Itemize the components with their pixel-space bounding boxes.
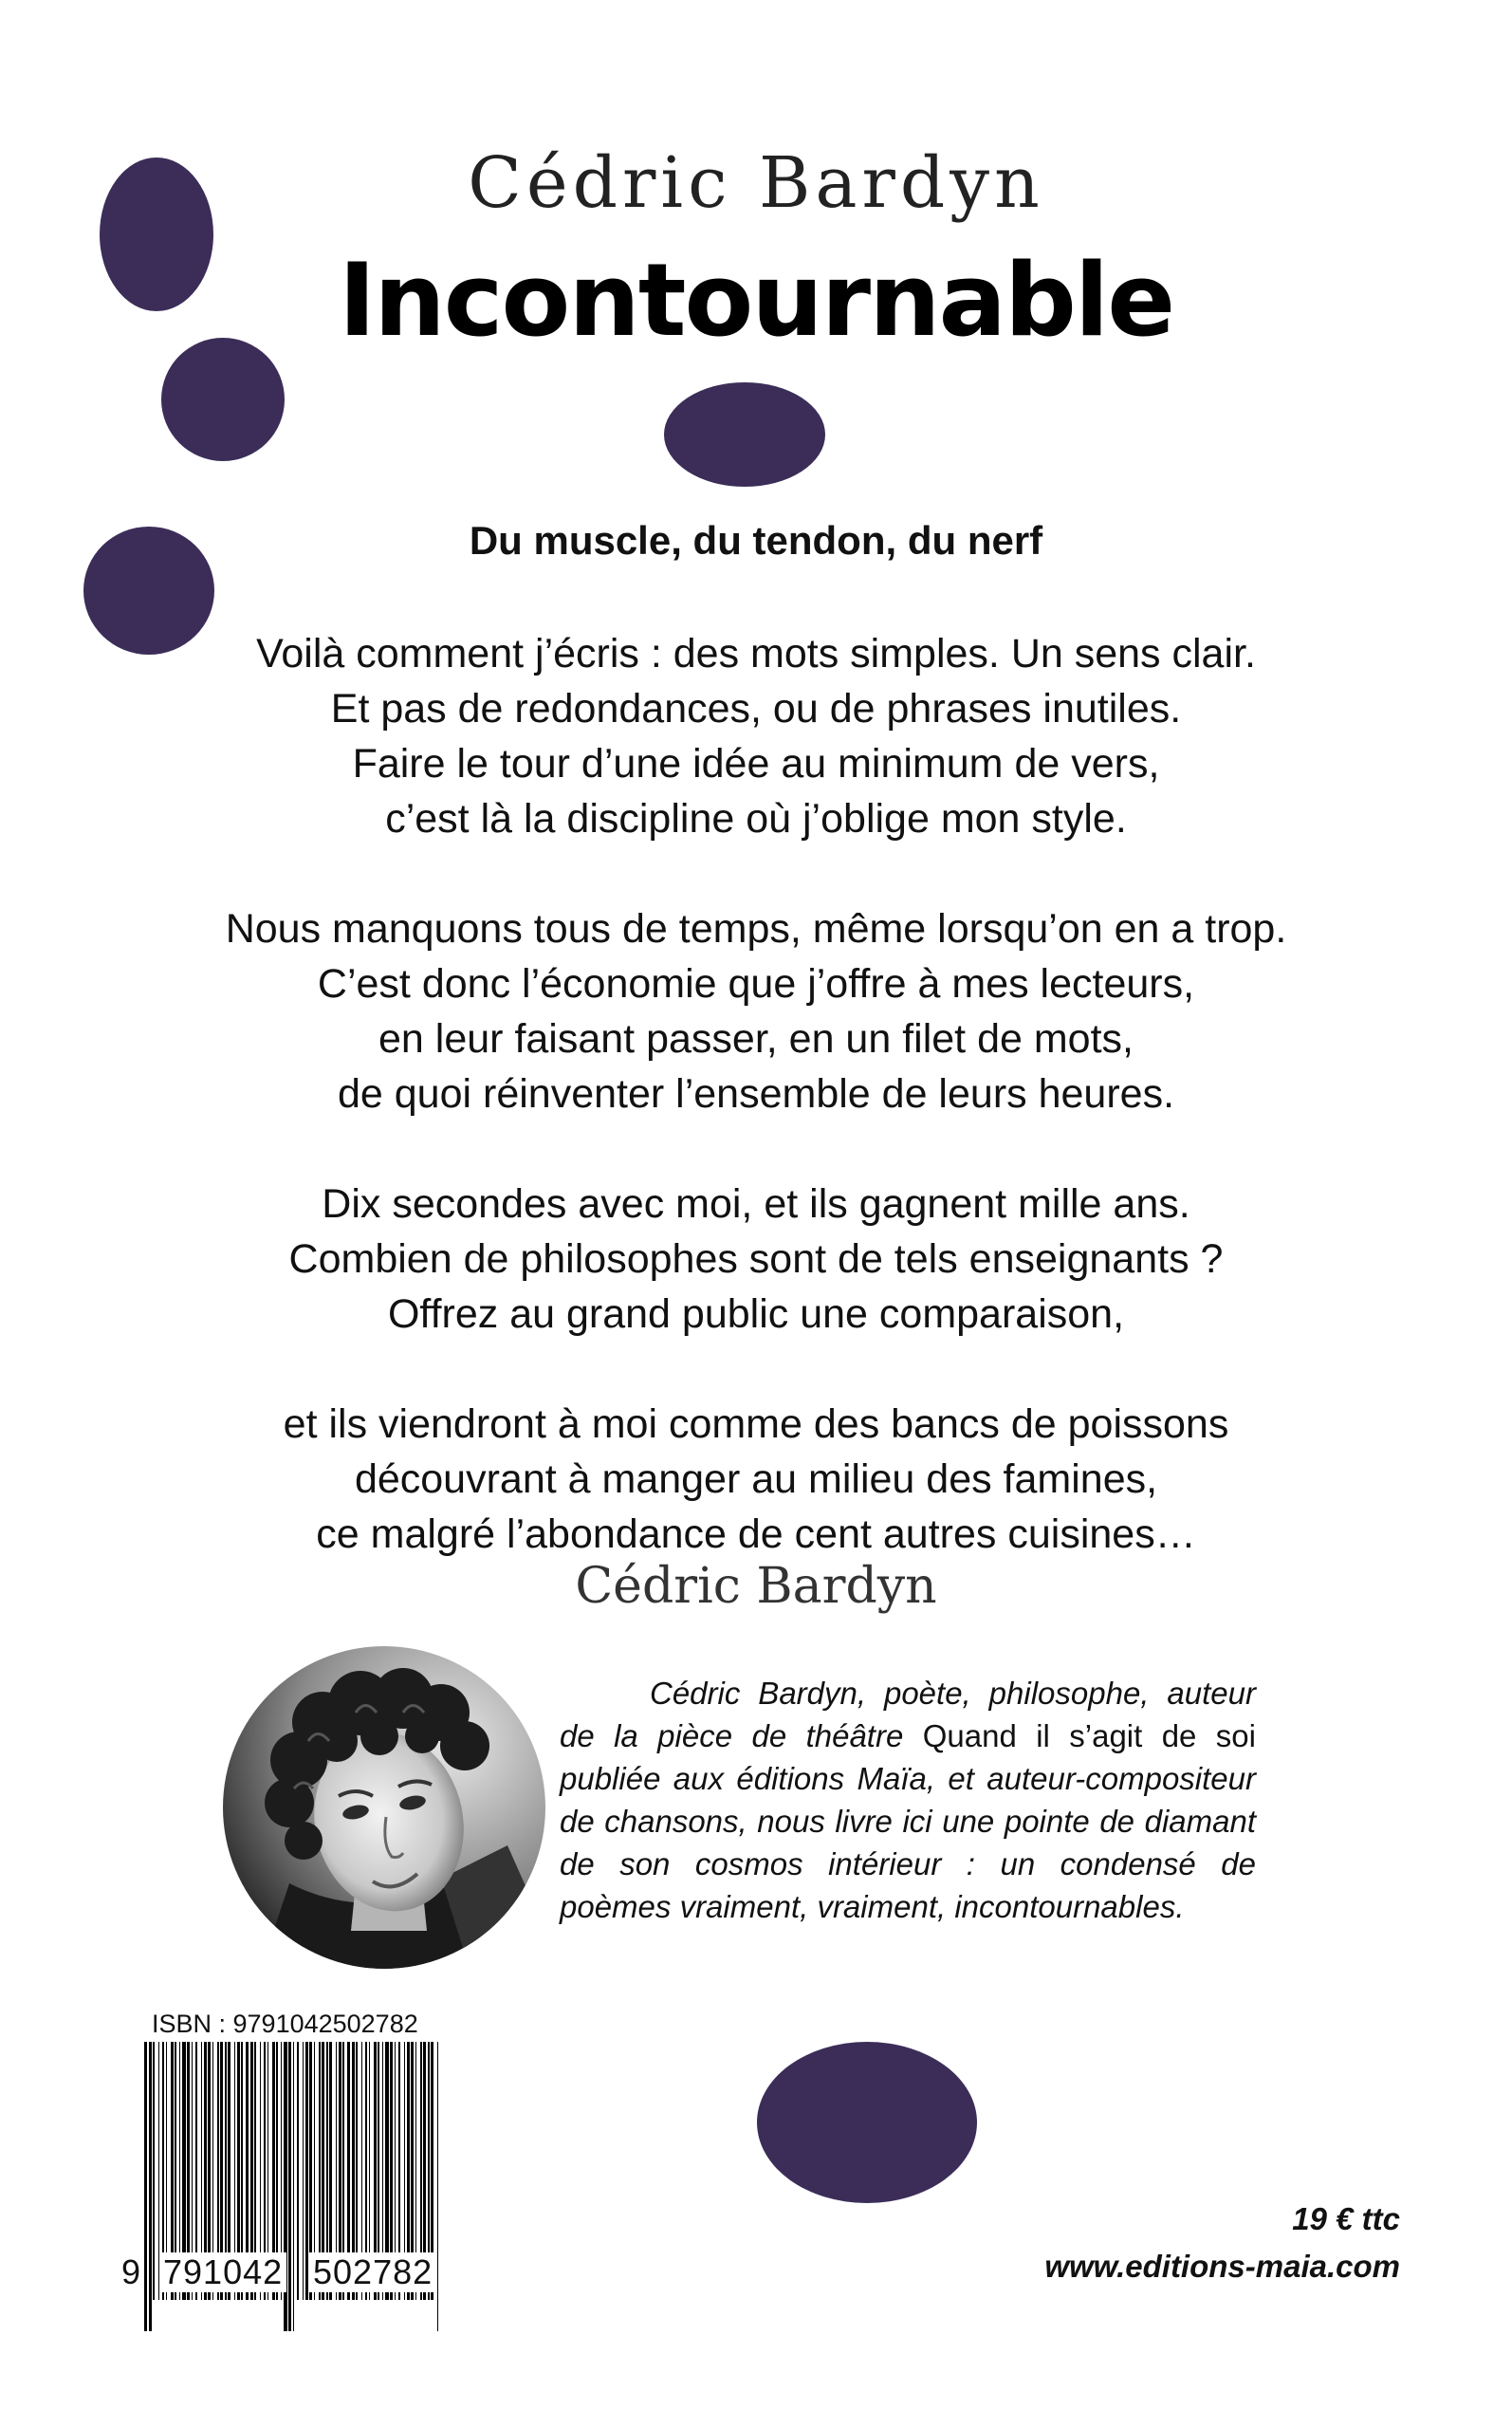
poem-line: Voilà comment j’écris : des mots simples. Un sens clair. xyxy=(256,631,1256,676)
barcode-bar xyxy=(437,2042,438,2331)
publisher-website: www.editions-maia.com xyxy=(1044,2249,1400,2284)
poem-stanza xyxy=(0,626,1512,846)
price: 19 € ttc xyxy=(1292,2201,1400,2236)
poem-line: Offrez au grand public une comparaison, xyxy=(387,1291,1125,1337)
poem-line: Faire le tour d’une idée au minimum de vers, xyxy=(352,741,1160,787)
poem-line: Combien de philosophes sont de tels enseignants ? xyxy=(288,1236,1224,1282)
poem-title: Du muscle, du tendon, du nerf xyxy=(469,518,1043,563)
poem-stanza xyxy=(0,1397,1512,1562)
barcode-digit-first: 9 xyxy=(121,2252,141,2291)
poem-line: découvrant à manger au milieu des famines, xyxy=(354,1456,1158,1502)
bio-text-part1: Cédric Bardyn, poète, philosophe, auteur de la pièce de théâtre xyxy=(560,1676,1256,1753)
poem-line: Dix secondes avec moi, et ils gagnent mille ans. xyxy=(322,1181,1190,1227)
poem-line: Et pas de redondances, ou de phrases inutiles. xyxy=(330,686,1182,732)
poem-line: c’est là la discipline où j’oblige mon style. xyxy=(385,796,1127,842)
barcode-bar xyxy=(305,2042,308,2300)
poem-line: de quoi réinventer l’ensemble de leurs heures. xyxy=(337,1071,1175,1117)
barcode-bar xyxy=(153,2042,155,2300)
bio-text-part2: publiée aux éditions Maïa, et auteur-compositeur de chansons, nous livre ici une pointe de diamant de son cosmos intérieur : un condensé de poèmes vraiment, vraiment, incontournables. xyxy=(560,1761,1256,1924)
poem-body xyxy=(0,626,1512,1617)
poem-line: ce malgré l’abondance de cent autres cuisines… xyxy=(316,1511,1196,1557)
poem-line: Nous manquons tous de temps, même lorsqu’on en a trop. xyxy=(225,906,1287,952)
poem-signature: Cédric Bardyn xyxy=(575,1558,937,1615)
barcode-bar xyxy=(144,2042,147,2331)
poem-line: et ils viendront à moi comme des bancs de poissons xyxy=(283,1401,1229,1447)
isbn-label: ISBN : 9791042502782 xyxy=(152,2010,418,2038)
author-portrait xyxy=(223,1646,545,1969)
book-title: Incontournable xyxy=(338,242,1174,359)
poem-line: en leur faisant passer, en un filet de mots, xyxy=(378,1016,1134,1062)
poem-line: C’est donc l’économie que j’offre à mes lecteurs, xyxy=(317,961,1195,1007)
barcode-bar xyxy=(149,2042,152,2331)
author-name: Cédric Bardyn xyxy=(468,142,1044,224)
barcode-bar xyxy=(303,2042,304,2300)
barcode-digit-group1: 791042 xyxy=(159,2252,286,2292)
bio-work-title: Quand il s’agit de soi xyxy=(922,1718,1256,1753)
portrait-image xyxy=(223,1646,545,1969)
barcode-bar xyxy=(293,2042,294,2331)
poem-stanza xyxy=(0,901,1512,1121)
barcode-bar xyxy=(288,2042,291,2331)
barcode-digit-group2: 502782 xyxy=(309,2252,436,2292)
poem-stanza xyxy=(0,1177,1512,1342)
decorative-dot-bottom xyxy=(757,2042,977,2203)
author-bio xyxy=(560,1672,1256,1928)
decorative-dot-center xyxy=(664,382,825,487)
barcode-bar xyxy=(297,2042,299,2300)
